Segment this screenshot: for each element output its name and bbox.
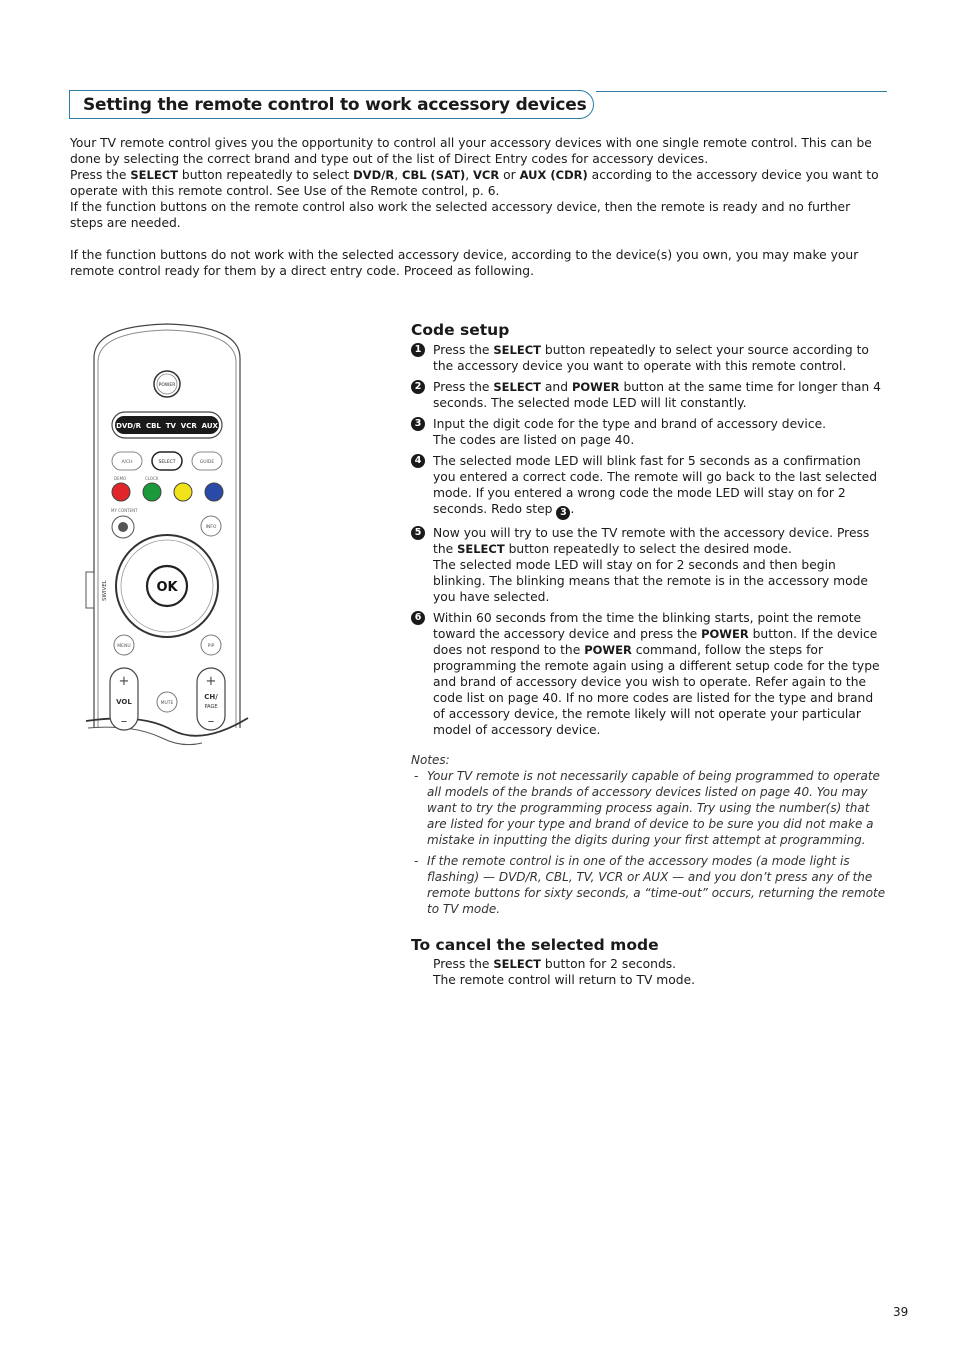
page-title: Setting the remote control to work accessory devices: [83, 95, 587, 115]
svg-text:+: +: [118, 674, 130, 689]
intro-paragraph: Press the SELECT button repeatedly to select DVD/R, CBL (SAT), VCR or AUX (CDR) according to the accessory device you want to operate with this remote control. See Use of the Remote control, p. 6.: [70, 168, 879, 198]
svg-text:CH/: CH/: [204, 693, 218, 701]
red-key: [112, 483, 130, 501]
ach-button: A/CH: [121, 460, 133, 465]
notes: [411, 752, 887, 917]
note-item: - If the remote control is in one of the accessory modes (a mode light is flashing) — DVD/R, CBL, TV, VCR or AUX — and you don’t press any of the remote buttons for sixty seconds, a “time-out” occurs, returning the remote to TV mode.: [414, 854, 886, 916]
step-6: 6 Within 60 seconds from the time the blinking starts, point the remote toward the accessory device and press the POWER button. If the device does not respond to the POWER command, follow the steps for programming the remote again using a different setup code for the type and brand of accessory device you wish to operate. Refer again to the code list on page 40. If no more codes are listed for the type and brand of accessory device, the remote likely will not operate your particular model of accessory device.: [411, 610, 887, 738]
svg-text:MY CONTENT: MY CONTENT: [111, 508, 138, 513]
select-button: SELECT: [158, 460, 176, 465]
svg-text:OK: OK: [156, 580, 178, 595]
header-rule: [596, 91, 887, 92]
intro-paragraph: If the function buttons do not work with the selected accessory device, according to the device(s) you own, you may make your remote control ready for them by a direct entry code. Proceed as following.: [70, 248, 859, 278]
svg-text:–: –: [207, 714, 215, 729]
notes-label: Notes:: [411, 753, 450, 767]
svg-text:MENU: MENU: [117, 644, 131, 649]
cancel-mode-heading: To cancel the selected mode: [411, 936, 659, 954]
intro-paragraph: If the function buttons on the remote control also work the selected accessory device, then the remote is ready and no further steps are needed.: [70, 200, 851, 230]
step-5: 5 Now you will try to use the TV remote with the accessory device. Press the SELECT button repeatedly to select the desired mode. The selected mode LED will stay on for 2 seconds and then begin blinking. The blinking means that the remote is in the accessory mode you have selected.: [411, 525, 887, 605]
svg-text:DEMO: DEMO: [114, 476, 127, 481]
svg-text:VOL: VOL: [116, 698, 132, 706]
remote-control-illustration: [82, 318, 252, 758]
svg-text:CLOCK: CLOCK: [145, 476, 159, 481]
svg-text:PAGE: PAGE: [204, 704, 218, 710]
svg-text:POWER: POWER: [158, 383, 176, 388]
green-key: [143, 483, 161, 501]
svg-text:+: +: [205, 674, 217, 689]
cancel-mode-text: Press the SELECT button for 2 seconds. The remote control will return to TV mode.: [433, 957, 696, 987]
step-2: 2 Press the SELECT and POWER button at the same time for longer than 4 seconds. The selected mode LED will lit constantly.: [411, 379, 887, 411]
step-1: 1 Press the SELECT button repeatedly to select your source according to the accessory device you want to operate with this remote control.: [411, 342, 887, 374]
svg-text:MUTE: MUTE: [160, 701, 174, 706]
svg-text:INFO: INFO: [205, 525, 217, 530]
cancel-mode-section: [411, 935, 887, 988]
yellow-key: [174, 483, 192, 501]
guide-button: GUIDE: [199, 460, 215, 465]
code-setup-section: [411, 320, 887, 917]
intro-paragraph: Your TV remote control gives you the opportunity to control all your accessory devices with one single remote control. This can be done by selecting the correct brand and type out of the list of Direct Entry codes for accessory devices.: [70, 136, 872, 166]
svg-text:PIP: PIP: [207, 644, 215, 649]
svg-text:–: –: [120, 714, 128, 729]
step-reference: 3: [556, 506, 570, 520]
code-setup-heading: Code setup: [411, 321, 510, 339]
note-item: - Your TV remote is not necessarily capable of being programmed to operate all models of the brands of accessory devices listed on page 40. You may want to try the programming process again. Try using the number(s) that are listed for your type and brand of device to be sure you did not make a mistake in inputting the digits during your first attempt at programming.: [414, 769, 880, 847]
step-3: 3 Input the digit code for the type and brand of accessory device. The codes are listed on page 40.: [411, 416, 887, 448]
page-number: 39: [893, 1305, 909, 1319]
swivel-label: SWIVEL: [102, 580, 108, 601]
blue-key: [205, 483, 223, 501]
step-4: 4 The selected mode LED will blink fast for 5 seconds as a confirmation you entered a correct code. The remote will go back to the last selected mode. If you entered a wrong code the mode LED will stay on for 2 seconds. Redo step 3 .: [411, 453, 887, 520]
intro-text: [70, 135, 886, 279]
mode-selector: DVD/R CBL TV VCR AUX: [116, 422, 218, 430]
